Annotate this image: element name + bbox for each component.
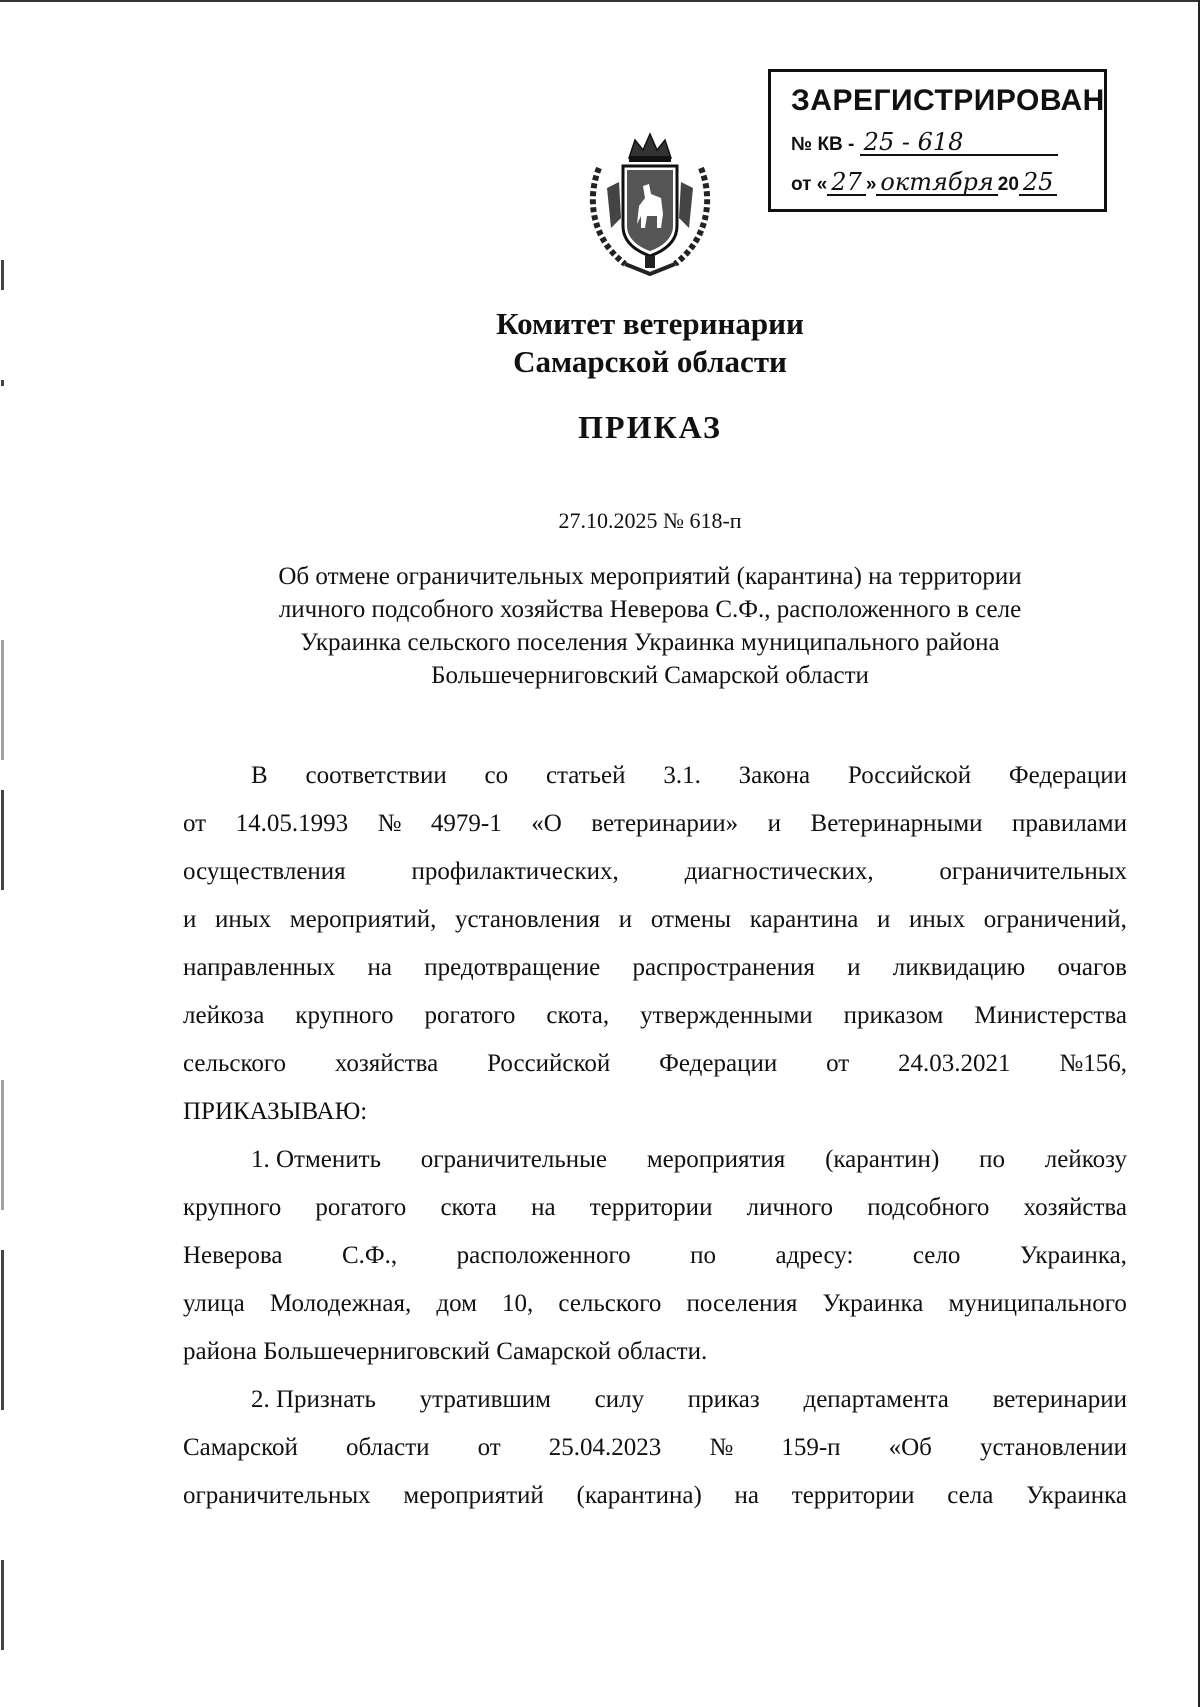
word: мероприятий: [403, 1482, 544, 1509]
word: №: [377, 810, 402, 837]
word: силу: [594, 1386, 645, 1413]
word: и: [847, 954, 861, 981]
word: территории: [791, 1482, 915, 1509]
word: 24.03.2021: [898, 1050, 1011, 1077]
stamp-number-handwritten: 25 - 618: [860, 130, 1058, 156]
subject-line-2: личного подсобного хозяйства Неверова С.Ф., расположенного в селе: [278, 596, 1022, 623]
word: сельского: [183, 1050, 286, 1077]
document-subject: [0, 560, 1200, 692]
word: приказом: [843, 1002, 944, 1029]
word: скота,: [546, 1002, 610, 1029]
word: №: [709, 1434, 734, 1461]
word: диагностических,: [684, 858, 874, 885]
word: Молодежная,: [269, 1290, 412, 1317]
word: поселения: [686, 1290, 798, 1317]
word: сельского: [558, 1290, 662, 1317]
stamp-date-year: 25: [1019, 170, 1058, 196]
word: село: [912, 1242, 961, 1269]
text-line: [183, 992, 1127, 1040]
word: Украинка,: [1019, 1242, 1127, 1269]
stamp-date-month: октября: [876, 170, 997, 196]
text-line: [183, 1424, 1127, 1472]
word: соответствии: [305, 762, 447, 789]
stamp-date-year-prefix: 20: [997, 174, 1019, 195]
document-body: [183, 752, 1127, 1520]
text-line: [183, 1136, 1127, 1184]
word: крупного: [295, 1002, 394, 1029]
word: Российской: [847, 762, 972, 789]
stamp-date-day: 27: [827, 170, 866, 196]
text-line: [183, 1280, 1127, 1328]
word: по: [690, 1242, 716, 1269]
text-line: [183, 1232, 1127, 1280]
word: иных: [909, 906, 966, 933]
text-line: [183, 1376, 1127, 1424]
word: ограничений,: [983, 906, 1127, 933]
word: хозяйства: [334, 1050, 439, 1077]
text-line: [183, 1184, 1127, 1232]
word: территории: [589, 1194, 713, 1221]
subject-line-3: Украинка сельского поселения Украинка муниципального района: [300, 629, 1000, 656]
word: предотвращение: [424, 954, 601, 981]
item-1-last-line: района Большечерниговский Самарской области.: [183, 1338, 708, 1365]
word: Российской: [487, 1050, 611, 1077]
word: лейкозу: [1044, 1146, 1127, 1173]
word: установлении: [979, 1434, 1127, 1461]
word: Самарской: [183, 1434, 298, 1461]
word: Федерации: [1008, 762, 1127, 789]
word: муниципального: [948, 1290, 1127, 1317]
text-line: [183, 848, 1127, 896]
word: села: [947, 1482, 994, 1509]
word: лейкоза: [183, 1002, 265, 1029]
subject-line-4: Большечерниговский Самарской области: [431, 662, 869, 689]
subject-line-1: Об отмене ограничительных мероприятий (карантина) на территории: [278, 563, 1022, 590]
word: со: [484, 762, 509, 789]
word: 3.1.: [663, 762, 701, 789]
word: карантина: [749, 906, 859, 933]
word: от: [183, 810, 207, 837]
word: и: [183, 906, 197, 933]
organization-name: [0, 305, 1200, 381]
org-line-2: Самарской области: [513, 344, 787, 379]
word: Украинка: [822, 1290, 924, 1317]
word: крупного: [183, 1194, 282, 1221]
preamble-paragraph: [183, 752, 1127, 1088]
document-type: ПРИКАЗ: [578, 409, 722, 445]
word: 1. Отменить: [251, 1146, 381, 1173]
word: №156,: [1059, 1050, 1127, 1077]
word: департамента: [803, 1386, 949, 1413]
word: ограничительные: [420, 1146, 608, 1173]
word: осуществления: [183, 858, 346, 885]
scan-border-top: [0, 0, 1200, 2]
word: 2. Признать: [251, 1386, 376, 1413]
word: на: [531, 1194, 556, 1221]
word: Министерства: [974, 1002, 1127, 1029]
document-date-number: 27.10.2025 № 618-п: [558, 508, 742, 533]
registration-stamp: [768, 69, 1107, 212]
word: 14.05.1993: [235, 810, 349, 837]
word: ликвидацию: [892, 954, 1026, 981]
word: утратившим: [419, 1386, 551, 1413]
word: ограничительных: [183, 1482, 371, 1509]
word: расположенного: [456, 1242, 631, 1269]
word: подсобного: [867, 1194, 990, 1221]
word: и: [876, 906, 891, 933]
word: рогатого: [315, 1194, 407, 1221]
word: личного: [746, 1194, 834, 1221]
stamp-number-prefix: № КВ -: [791, 134, 855, 155]
word: Ветеринарными: [810, 810, 983, 837]
word: Украинка: [1026, 1482, 1127, 1509]
text-line: [183, 800, 1127, 848]
word: области: [345, 1434, 430, 1461]
text-line: [183, 1040, 1127, 1088]
word: (карантина): [576, 1482, 702, 1509]
item-1-paragraph: [183, 1136, 1127, 1328]
word: статьей: [545, 762, 626, 789]
word: адресу:: [775, 1242, 854, 1269]
word: распространения: [632, 954, 815, 981]
word: от: [826, 1050, 850, 1077]
stamp-date-mid: »: [865, 174, 877, 195]
word: очагов: [1057, 954, 1127, 981]
stamp-date-prefix: от «: [791, 174, 828, 195]
word: скота: [440, 1194, 497, 1221]
word: хозяйства: [1023, 1194, 1127, 1221]
word: от: [477, 1434, 501, 1461]
word: «О: [531, 810, 562, 837]
stamp-date-line: [791, 170, 1057, 196]
word: мероприятий,: [289, 906, 437, 933]
word: профилактических,: [411, 858, 619, 885]
word: ветеринарии»: [591, 810, 739, 837]
word: утвержденными: [640, 1002, 813, 1029]
order-keyword: ПРИКАЗЫВАЮ:: [183, 1098, 368, 1125]
scan-border-left: [0, 0, 8, 1707]
word: 25.04.2023: [548, 1434, 662, 1461]
text-line: [183, 896, 1127, 944]
word: (карантин): [825, 1146, 940, 1173]
word: и: [767, 810, 782, 837]
item-2-paragraph: [183, 1376, 1127, 1520]
word: Федерации: [659, 1050, 778, 1077]
word: и: [618, 906, 633, 933]
word: направленных: [183, 954, 336, 981]
org-line-1: Комитет ветеринарии: [496, 306, 804, 341]
word: 159-п: [781, 1434, 841, 1461]
stamp-number-line: [791, 130, 1058, 156]
word: С.Ф.,: [341, 1242, 398, 1269]
stamp-title: ЗАРЕГИСТРИРОВАН: [791, 84, 1105, 117]
word: мероприятия: [646, 1146, 786, 1173]
word: 10,: [502, 1290, 534, 1317]
word: иных: [215, 906, 272, 933]
coat-of-arms-icon: [585, 128, 715, 276]
word: «Об: [888, 1434, 932, 1461]
word: правилами: [1012, 810, 1127, 837]
word: В: [251, 762, 268, 789]
word: 4979-1: [430, 810, 502, 837]
word: улица: [183, 1290, 245, 1317]
word: рогатого: [424, 1002, 516, 1029]
word: ограничительных: [939, 858, 1127, 885]
word: на: [367, 954, 392, 981]
word: по: [979, 1146, 1005, 1173]
word: ветеринарии: [992, 1386, 1127, 1413]
text-line: [183, 752, 1127, 800]
word: на: [734, 1482, 760, 1509]
text-line: [183, 1472, 1127, 1520]
text-line: [183, 944, 1127, 992]
word: дом: [436, 1290, 477, 1317]
word: отмены: [650, 906, 732, 933]
word: Закона: [738, 762, 811, 789]
word: установления: [455, 906, 601, 933]
word: приказ: [687, 1386, 760, 1413]
word: Неверова: [183, 1242, 283, 1269]
